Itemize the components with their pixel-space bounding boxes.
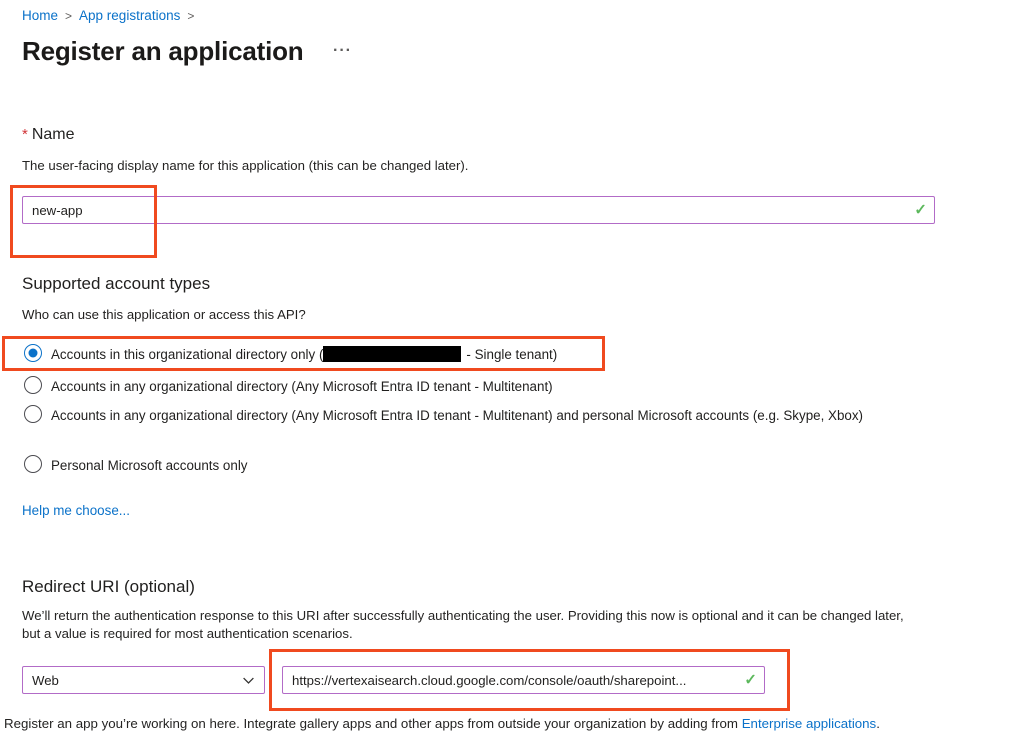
platform-select-dropdown[interactable]: [22, 666, 265, 694]
redirect-uri-heading: Redirect URI (optional): [22, 577, 195, 596]
breadcrumb: [22, 8, 194, 23]
footer-note: [4, 716, 880, 731]
account-types-question: Who can use this application or access this API?: [22, 307, 306, 322]
breadcrumb-separator: >: [65, 8, 73, 23]
supported-account-types-heading: Supported account types: [22, 274, 211, 293]
name-field-description: The user-facing display name for this application (this can be changed later).: [22, 158, 469, 173]
radio-option-label: Personal Microsoft accounts only: [51, 458, 248, 473]
radio-option-label: Accounts in any organizational directory (Any Microsoft Entra ID tenant - Multitenant) and personal Microsoft accounts (e.g. Skype, Xbox): [51, 408, 864, 423]
breadcrumb-separator: >: [187, 8, 195, 23]
radio-option-label: Accounts in this organizational directory only ( - Single tenant): [51, 347, 558, 362]
radio-option-personal-only[interactable]: [24, 455, 248, 475]
radio-unselected-icon[interactable]: [24, 455, 42, 473]
page-title: Register an application: [22, 36, 304, 66]
more-options-ellipsis-icon[interactable]: ···: [333, 42, 352, 59]
platform-select-container: [22, 666, 265, 694]
required-asterisk: *: [22, 126, 28, 143]
breadcrumb-app-registrations-link[interactable]: App registrations: [79, 8, 181, 23]
enterprise-applications-link[interactable]: Enterprise applications: [741, 716, 877, 731]
radio-unselected-icon[interactable]: [24, 405, 42, 423]
platform-selected-value: Web: [32, 672, 59, 688]
redirect-uri-input-container: [282, 666, 765, 694]
redacted-tenant-name: [323, 346, 461, 362]
chevron-down-icon: [242, 674, 255, 687]
valid-check-icon: ✓: [744, 671, 757, 689]
radio-option-label: Accounts in any organizational directory (Any Microsoft Entra ID tenant - Multitenant): [51, 379, 553, 394]
name-input-container: [22, 196, 935, 224]
footer-text: Register an app you’re working on here. Integrate gallery apps and other apps from outside your organization by adding from: [4, 716, 742, 731]
help-me-choose-link[interactable]: Help me choose...: [22, 503, 130, 518]
radio-option-multitenant[interactable]: [24, 376, 553, 396]
breadcrumb-home-link[interactable]: Home: [22, 8, 59, 23]
app-name-input[interactable]: [22, 196, 935, 224]
valid-check-icon: ✓: [914, 201, 927, 219]
name-label-text: Name: [31, 126, 75, 143]
name-field-label: [22, 126, 75, 144]
redirect-uri-description: We’ll return the authentication response to this URI after successfully authenticating the user. Providing this now is optional and it can be changed later, but a value is required for most authentication scenarios.: [22, 608, 904, 641]
redirect-uri-input[interactable]: [282, 666, 765, 694]
footer-text-period: .: [876, 716, 880, 731]
radio-unselected-icon[interactable]: [24, 376, 42, 394]
radio-selected-icon[interactable]: [24, 344, 42, 362]
radio-option-single-tenant[interactable]: [24, 344, 557, 364]
radio-option-multitenant-personal[interactable]: [24, 405, 863, 425]
